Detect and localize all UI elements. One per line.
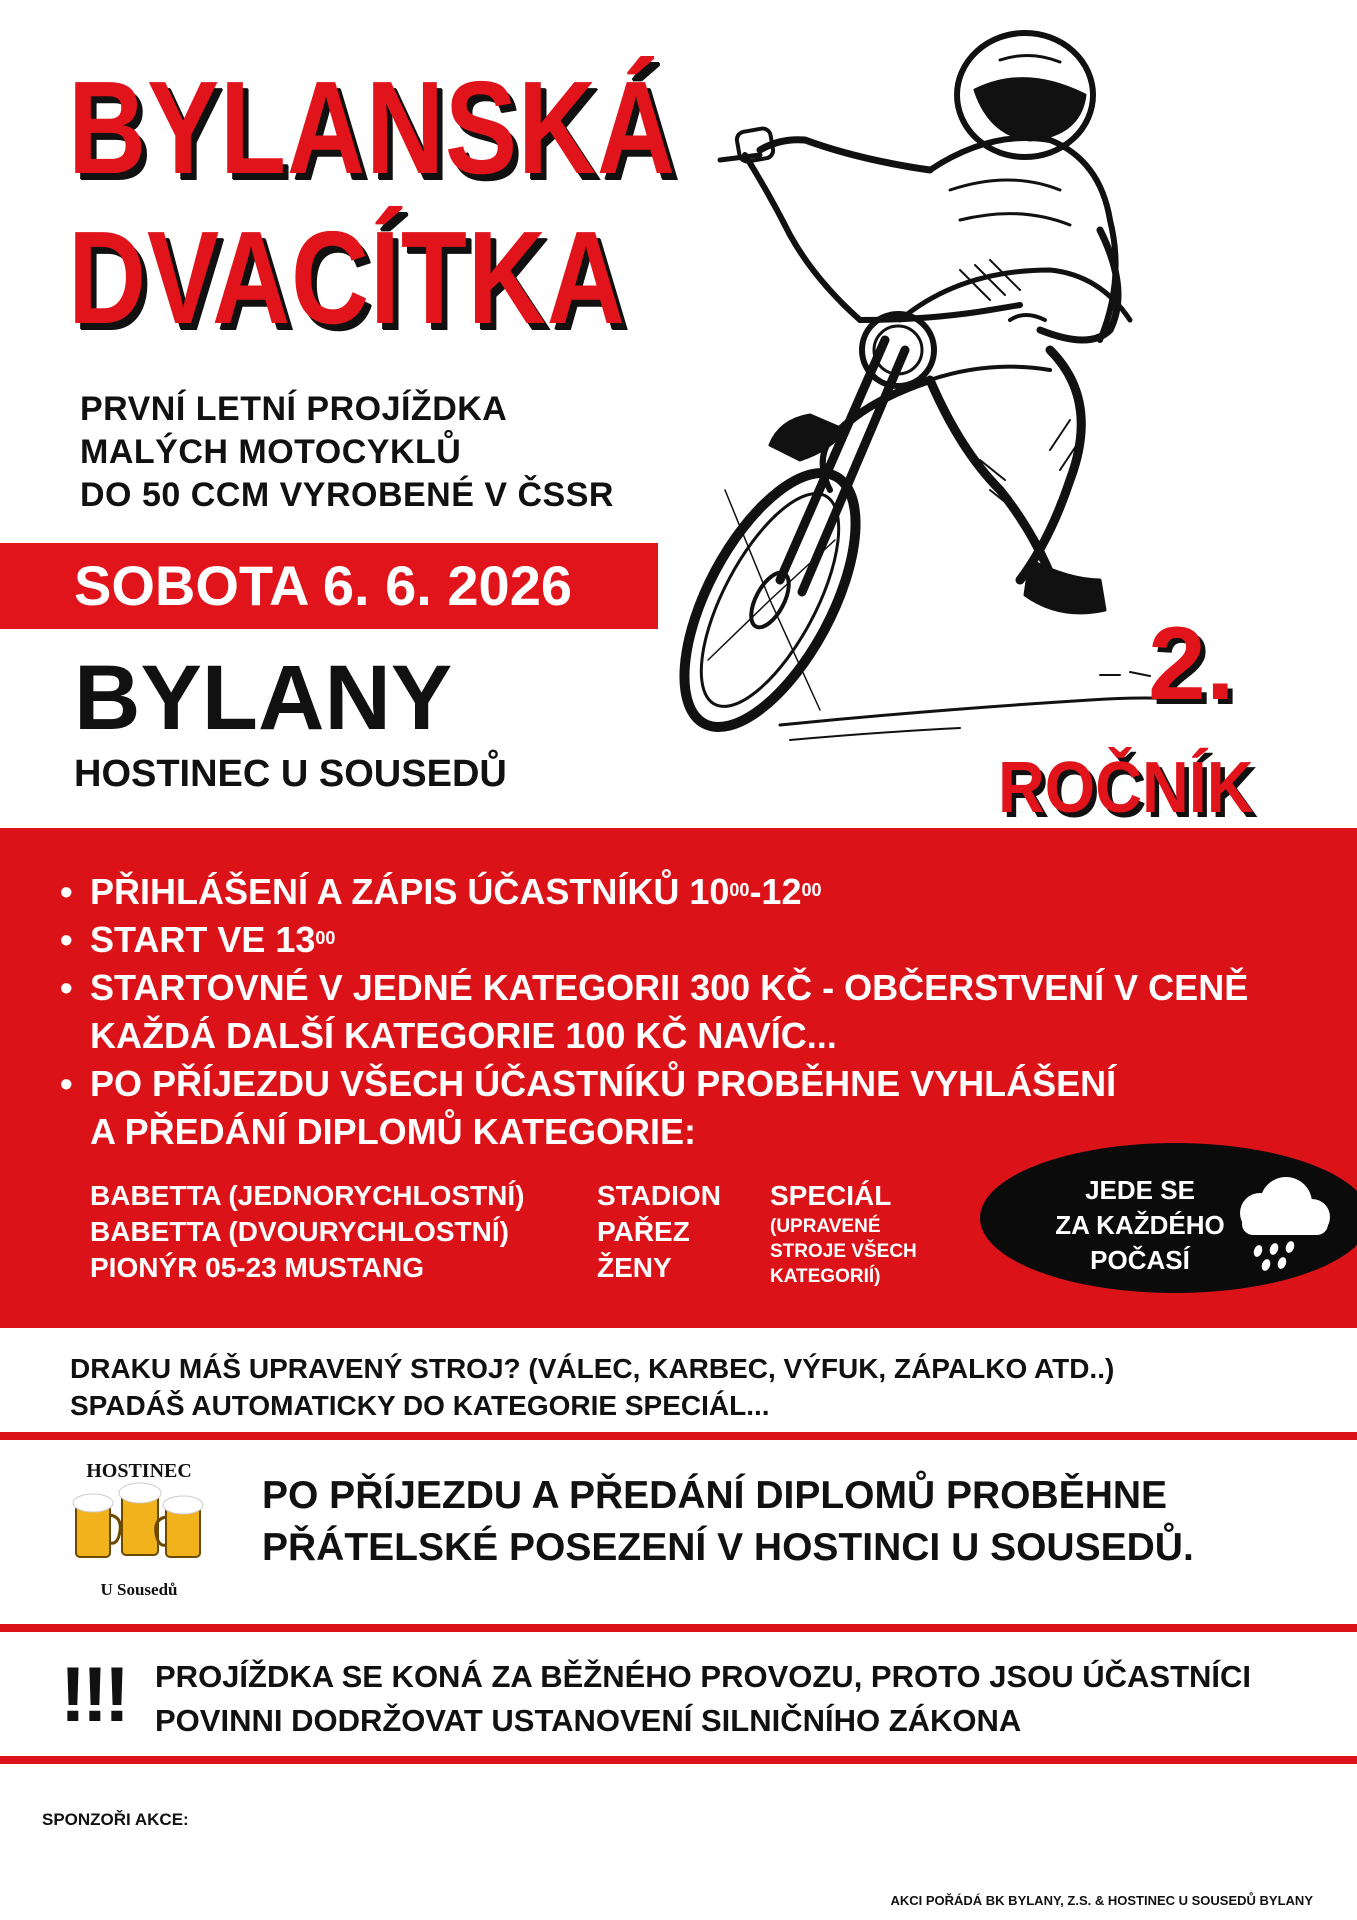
category-item: ŽENY — [597, 1252, 672, 1283]
subtitle — [80, 388, 614, 517]
weather-badge — [980, 1143, 1357, 1293]
pub-logo-top-text: HOSTINEC — [86, 1460, 192, 1482]
category-note: STROJE VŠECH — [770, 1241, 917, 1262]
categories-column-1 — [90, 1178, 525, 1286]
bullet-dot: • — [60, 967, 73, 1008]
category-item: BABETTA (DVOURYCHLOSTNÍ) — [90, 1216, 509, 1247]
date-banner — [0, 543, 658, 629]
categories-column-3 — [770, 1178, 917, 1289]
divider — [0, 1624, 1357, 1632]
exclamation-icon: !!! — [60, 1650, 126, 1738]
title-line-1: BYLANSKÁ — [68, 54, 676, 201]
subtitle-line-1: PRVNÍ LETNÍ PROJÍŽDKA — [80, 390, 508, 428]
subtitle-line-3: DO 50 CCM VYROBENÉ V ČSSR — [80, 476, 614, 514]
special-category-note: DRAKU MÁŠ UPRAVENÝ STROJ? (VÁLEC, KARBEC, VÝFUK, ZÁPALKO ATD..) SPADÁŠ AUTOMATICKY DO KATEGORIE SPECIÁL... — [70, 1353, 1115, 1421]
edition-label: ROČNÍK — [998, 748, 1254, 828]
info-panel — [0, 828, 1357, 1328]
traffic-warning: PROJÍŽDKA SE KONÁ ZA BĚŽNÉHO PROVOZU, PROTO JSOU ÚČASTNÍCI POVINNI DODRŽOVAT USTANOVENÍ SILNIČNÍHO ZÁKONA — [155, 1659, 1252, 1738]
subtitle-line-2: MALÝCH MOTOCYKLŮ — [80, 433, 462, 471]
weather-text: JEDE SE ZA KAŽDÉHO POČASÍ — [1055, 1175, 1225, 1275]
rain-cloud-icon — [1220, 1173, 1340, 1273]
social-gathering-text: PO PŘÍJEZDU A PŘEDÁNÍ DIPLOMŮ PROBĚHNE PŘÁTELSKÉ POSEZENÍ V HOSTINCI U SOUSEDŮ. — [262, 1474, 1194, 1569]
event-place: BYLANY — [74, 647, 453, 749]
divider — [0, 1756, 1357, 1764]
beer-mugs-icon — [73, 1483, 203, 1557]
category-note: (UPRAVENÉ — [770, 1216, 881, 1237]
categories-column-2 — [597, 1178, 721, 1286]
sponsors-label: SPONZOŘI AKCE: — [42, 1810, 189, 1829]
event-venue: HOSTINEC U SOUSEDŮ — [74, 753, 507, 795]
title-line-2: DVACÍTKA — [68, 204, 626, 351]
category-item-special: SPECIÁL — [770, 1180, 892, 1211]
bullet-dot: • — [60, 871, 73, 912]
list-item-registration: • PŘIHLÁŠENÍ A ZÁPIS ÚČASTNÍKŮ $10^{00}-12^{00}$ — [60, 868, 1340, 916]
divider — [0, 1432, 1357, 1440]
bullet-dot: • — [60, 919, 73, 960]
list-item-fee: • STARTOVNÉ V JEDNÉ KATEGORII 300 KČ - OBČERSTVENÍ V CENĚ KAŽDÁ DALŠÍ KATEGORIE 100 KČ NAVÍC... — [60, 964, 1340, 1060]
category-item: STADION — [597, 1180, 721, 1211]
list-item-start: • START VE $13^{00}$ — [60, 916, 1340, 964]
pub-logo-bottom-text: U Sousedů — [100, 1580, 178, 1599]
category-item: PIONÝR 05-23 MUSTANG — [90, 1252, 424, 1283]
pub-logo — [64, 1455, 214, 1605]
info-list — [60, 868, 1340, 1156]
category-item: PAŘEZ — [597, 1216, 690, 1247]
organizer-footer: AKCI POŘÁDÁ BK BYLANY, Z.S. & HOSTINEC U SOUSEDŮ BYLANY — [890, 1893, 1313, 1908]
event-date: SOBOTA 6. 6. 2026 — [74, 554, 572, 617]
bullet-dot: • — [60, 1063, 73, 1104]
edition-number: 2. — [1148, 606, 1235, 722]
category-note: KATEGORIÍ) — [770, 1266, 881, 1287]
category-item: BABETTA (JEDNORYCHLOSTNÍ) — [90, 1180, 525, 1211]
list-item-awards: • PO PŘÍJEZDU VŠECH ÚČASTNÍKŮ PROBĚHNE VYHLÁŠENÍ A PŘEDÁNÍ DIPLOMŮ KATEGORIE: — [60, 1060, 1340, 1156]
